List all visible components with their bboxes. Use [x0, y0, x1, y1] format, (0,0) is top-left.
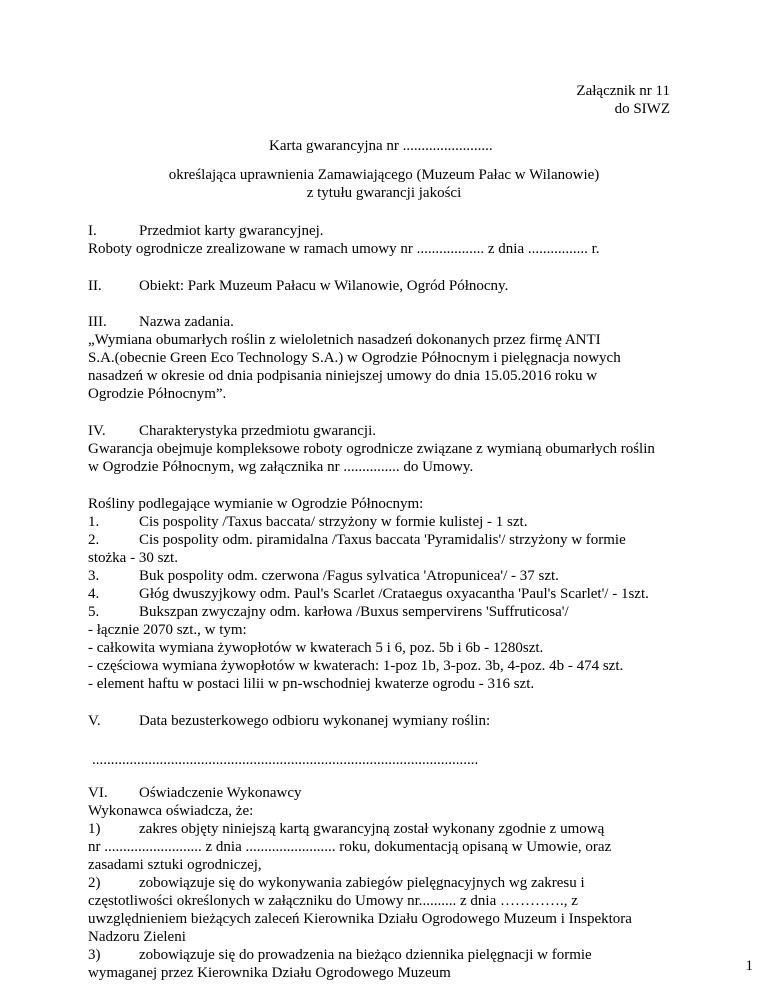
section-1-number: I. — [88, 223, 97, 239]
statement-2-line4: Nadzoru Zieleni — [88, 929, 186, 945]
section-4-number: IV. — [88, 423, 106, 439]
card-title: Karta gwarancyjna nr ........................ — [269, 138, 493, 154]
plant-item-3-number: 3. — [88, 568, 100, 584]
section-6-heading: Oświadczenie Wykonawcy — [139, 785, 302, 801]
section-3-heading: Nazwa zadania. — [139, 314, 234, 330]
section-4-text-line2: w Ogrodzie Północnym, wg załącznika nr ............... do Umowy. — [88, 459, 474, 475]
statement-3-number: 3) — [88, 947, 101, 963]
plants-intro: Rośliny podlegające wymianie w Ogrodzie Północnym: — [88, 496, 424, 512]
section-1-heading: Przedmiot karty gwarancyjnej. — [139, 223, 324, 239]
plant-subitem-3: - element haftu w postaci lilii w pn-wschodniej kwaterze ogrodu - 316 szt. — [88, 676, 535, 692]
plant-subitem-2: - częściowa wymiana żywopłotów w kwaterach: 1-poz 1b, 3-poz. 3b, 4-poz. 4b - 474 szt. — [88, 658, 624, 674]
statement-2-line2: częstotliwości określonych w załączniku do Umowy nr.......... z dnia …………., z — [88, 893, 578, 909]
statement-1-line3: zasadami sztuki ogrodniczej, — [88, 857, 262, 873]
plant-item-5-number: 5. — [88, 604, 100, 620]
section-2-heading: Obiekt: Park Muzeum Pałacu w Wilanowie, Ogród Północny. — [139, 278, 509, 294]
section-3-text-line3: nasadzeń w okresie od dnia podpisania niniejszej umowy do dnia 15.05.2016 roku w — [88, 368, 598, 384]
plant-subitem-1: - całkowita wymiana żywopłotów w kwaterach 5 i 6, poz. 5b i 6b - 1280szt. — [88, 640, 544, 656]
section-3-text-line1: „Wymiana obumarłych roślin z wieloletnich nasadzeń dokonanych przez firmę ANTI — [88, 332, 601, 348]
annex-reference: do SIWZ — [614, 101, 670, 117]
section-5-date-blank: ....................................................................................................... — [92, 752, 479, 768]
section-4-text-line1: Gwarancja obejmuje kompleksowe roboty ogrodnicze związane z wymianą obumarłych roślin — [88, 441, 655, 457]
statement-1-number: 1) — [88, 821, 101, 837]
plant-item-4: Głóg dwuszyjkowy odm. Paul's Scarlet /Crataegus oxyacantha 'Paul's Scarlet'/ - 1szt. — [139, 586, 649, 602]
section-5-number: V. — [88, 713, 101, 729]
plant-item-2-number: 2. — [88, 532, 100, 548]
annex-number: Załącznik nr 11 — [576, 83, 670, 99]
page-number: 1 — [745, 958, 753, 974]
section-5-heading: Data bezusterkowego odbioru wykonanej wymiany roślin: — [139, 713, 491, 729]
plant-item-4-number: 4. — [88, 586, 100, 602]
plant-item-3: Buk pospolity odm. czerwona /Fagus sylvatica 'Atropunicea'/ - 37 szt. — [139, 568, 559, 584]
statement-1-line2: nr .......................... z dnia ........................ roku, dokumentacją opisaną w Umowie, oraz — [88, 839, 612, 855]
statement-3-line1: zobowiązuje się do prowadzenia na bieżąco dziennika pielęgnacji w formie — [139, 947, 592, 963]
card-subtitle-line1: określająca uprawnienia Zamawiającego (Muzeum Pałac w Wilanowie) — [168, 167, 600, 183]
statement-3-line2: wymaganej przez Kierownika Działu Ogrodowego Muzeum — [88, 965, 451, 981]
statement-2-number: 2) — [88, 875, 101, 891]
statement-2-line3: uwzględnieniem bieżących zaleceń Kierownika Działu Ogrodowego Muzeum i Inspektora — [88, 911, 632, 927]
section-6-intro: Wykonawca oświadcza, że: — [88, 803, 254, 819]
plant-item-1: Cis pospolity /Taxus baccata/ strzyżony w formie kulistej - 1 szt. — [139, 514, 528, 530]
section-3-text-line4: Ogrodzie Północnym”. — [88, 386, 227, 402]
section-6-number: VI. — [88, 785, 108, 801]
section-3-number: III. — [88, 314, 107, 330]
plant-item-5: Bukszpan zwyczajny odm. karłowa /Buxus sempervirens 'Suffruticosa'/ — [139, 604, 569, 620]
section-1-text: Roboty ogrodnicze zrealizowane w ramach umowy nr .................. z dnia ................ r. — [88, 241, 600, 257]
section-2-number: II. — [88, 278, 102, 294]
plant-item-2: Cis pospolity odm. piramidalna /Taxus baccata 'Pyramidalis'/ strzyżony w formie — [139, 532, 626, 548]
section-4-heading: Charakterystyka przedmiotu gwarancji. — [139, 423, 376, 439]
plant-total: - łącznie 2070 szt., w tym: — [88, 622, 247, 638]
plant-item-1-number: 1. — [88, 514, 100, 530]
statement-2-line1: zobowiązuje się do wykonywania zabiegów pielęgnacyjnych wg zakresu i — [139, 875, 585, 891]
section-3-text-line2: S.A.(obecnie Green Eco Technology S.A.) w Ogrodzie Północnym i pielęgnacja nowych — [88, 350, 621, 366]
card-subtitle-line2: z tytułu gwarancji jakości — [306, 185, 462, 201]
plant-item-2-continued: stożka - 30 szt. — [88, 550, 178, 566]
statement-1-line1: zakres objęty niniejszą kartą gwarancyjną został wykonany zgodnie z umową — [139, 821, 605, 837]
